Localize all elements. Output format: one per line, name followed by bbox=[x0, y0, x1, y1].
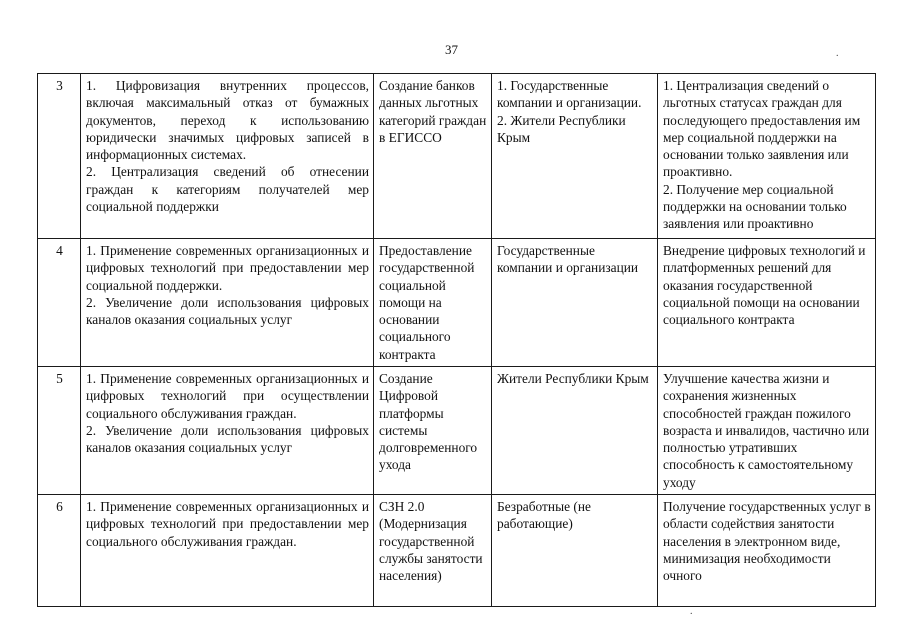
tasks-cell bbox=[81, 74, 374, 239]
effects-cell bbox=[658, 495, 876, 607]
scan-speck: . bbox=[836, 48, 839, 59]
task-item: 1. Применение современных организационных и цифровых технологий при осуществлении социального обслуживания граждан. bbox=[86, 371, 369, 421]
recipients-cell bbox=[492, 495, 658, 607]
table-row bbox=[38, 239, 876, 367]
row-number: 6 bbox=[38, 495, 81, 607]
project-cell: Создание Цифровой платформы системы долговременного ухода bbox=[374, 367, 492, 495]
row-number: 4 bbox=[38, 239, 81, 367]
row-number: 5 bbox=[38, 367, 81, 495]
project-cell: Создание банков данных льготных категорий граждан в ЕГИССО bbox=[374, 74, 492, 239]
project-cell: Предоставление государственной социальной помощи на основании социального контракта bbox=[374, 239, 492, 367]
recipients-cell bbox=[492, 74, 658, 239]
recipients-cell bbox=[492, 239, 658, 367]
effects-cell bbox=[658, 239, 876, 367]
table-row bbox=[38, 367, 876, 495]
project-cell: СЗН 2.0 (Модернизация государственной службы занятости населения) bbox=[374, 495, 492, 607]
recipient-item: Государственные компании и организации bbox=[497, 243, 639, 276]
effects-cell bbox=[658, 367, 876, 495]
effect-item: Получение государственных услуг в области содействия занятости населения в электронном виде, минимизация необходимости очного bbox=[663, 499, 871, 584]
recipient-item: Жители Республики Крым bbox=[497, 371, 649, 386]
task-item: 2. Централизация сведений об отнесении граждан к категориям получателей мер социальной поддержки bbox=[86, 164, 369, 215]
tasks-cell bbox=[81, 367, 374, 495]
effects-cell bbox=[658, 74, 876, 239]
table-row bbox=[38, 495, 876, 607]
tasks-cell bbox=[81, 495, 374, 607]
recipient-item: 1. Государственные компании и организации. bbox=[497, 78, 642, 111]
tasks-cell bbox=[81, 239, 374, 367]
measures-table bbox=[37, 73, 876, 607]
page-number: 37 bbox=[445, 42, 458, 57]
scan-speck: . bbox=[690, 606, 693, 617]
table-row bbox=[38, 74, 876, 239]
effect-item: Улучшение качества жизни и сохранения жизненных способностей граждан пожилого возраста и инвалидов, частично или полностью утративших способность к самостоятельному уходу bbox=[663, 371, 870, 490]
recipient-item: 2. Жители Республики Крым bbox=[497, 112, 626, 145]
task-item: 2. Увеличение доли использования цифровых каналов оказания социальных услуг bbox=[86, 294, 369, 328]
effect-item: Внедрение цифровых технологий и платформенных решений для оказания государственной социальной помощи на основании социального контракта bbox=[663, 243, 866, 328]
recipients-cell bbox=[492, 367, 658, 495]
effect-item: 1. Централизация сведений о льготных статусах граждан для последующего предоставления им мер социальной поддержки на основании только заявления или проактивно. bbox=[663, 78, 861, 180]
task-item: 1. Цифровизация внутренних процессов, включая максимальный отказ от бумажных документов, переход к использованию юридически значимых цифровых записей в информационных системах. bbox=[86, 78, 369, 163]
task-item: 1. Применение современных организационных и цифровых технологий при предоставлении мер социального обслуживания граждан. bbox=[86, 499, 369, 549]
row-number: 3 bbox=[38, 74, 81, 239]
task-item: 1. Применение современных организационных и цифровых технологий при предоставлении мер социальной поддержки. bbox=[86, 243, 369, 293]
task-item: 2. Увеличение доли использования цифровых каналов оказания социальных услуг bbox=[86, 422, 369, 456]
effect-item: 2. Получение мер социальной поддержки на основании только заявления или проактивно bbox=[663, 181, 847, 232]
recipient-item: Безработные (не работающие) bbox=[497, 499, 591, 532]
